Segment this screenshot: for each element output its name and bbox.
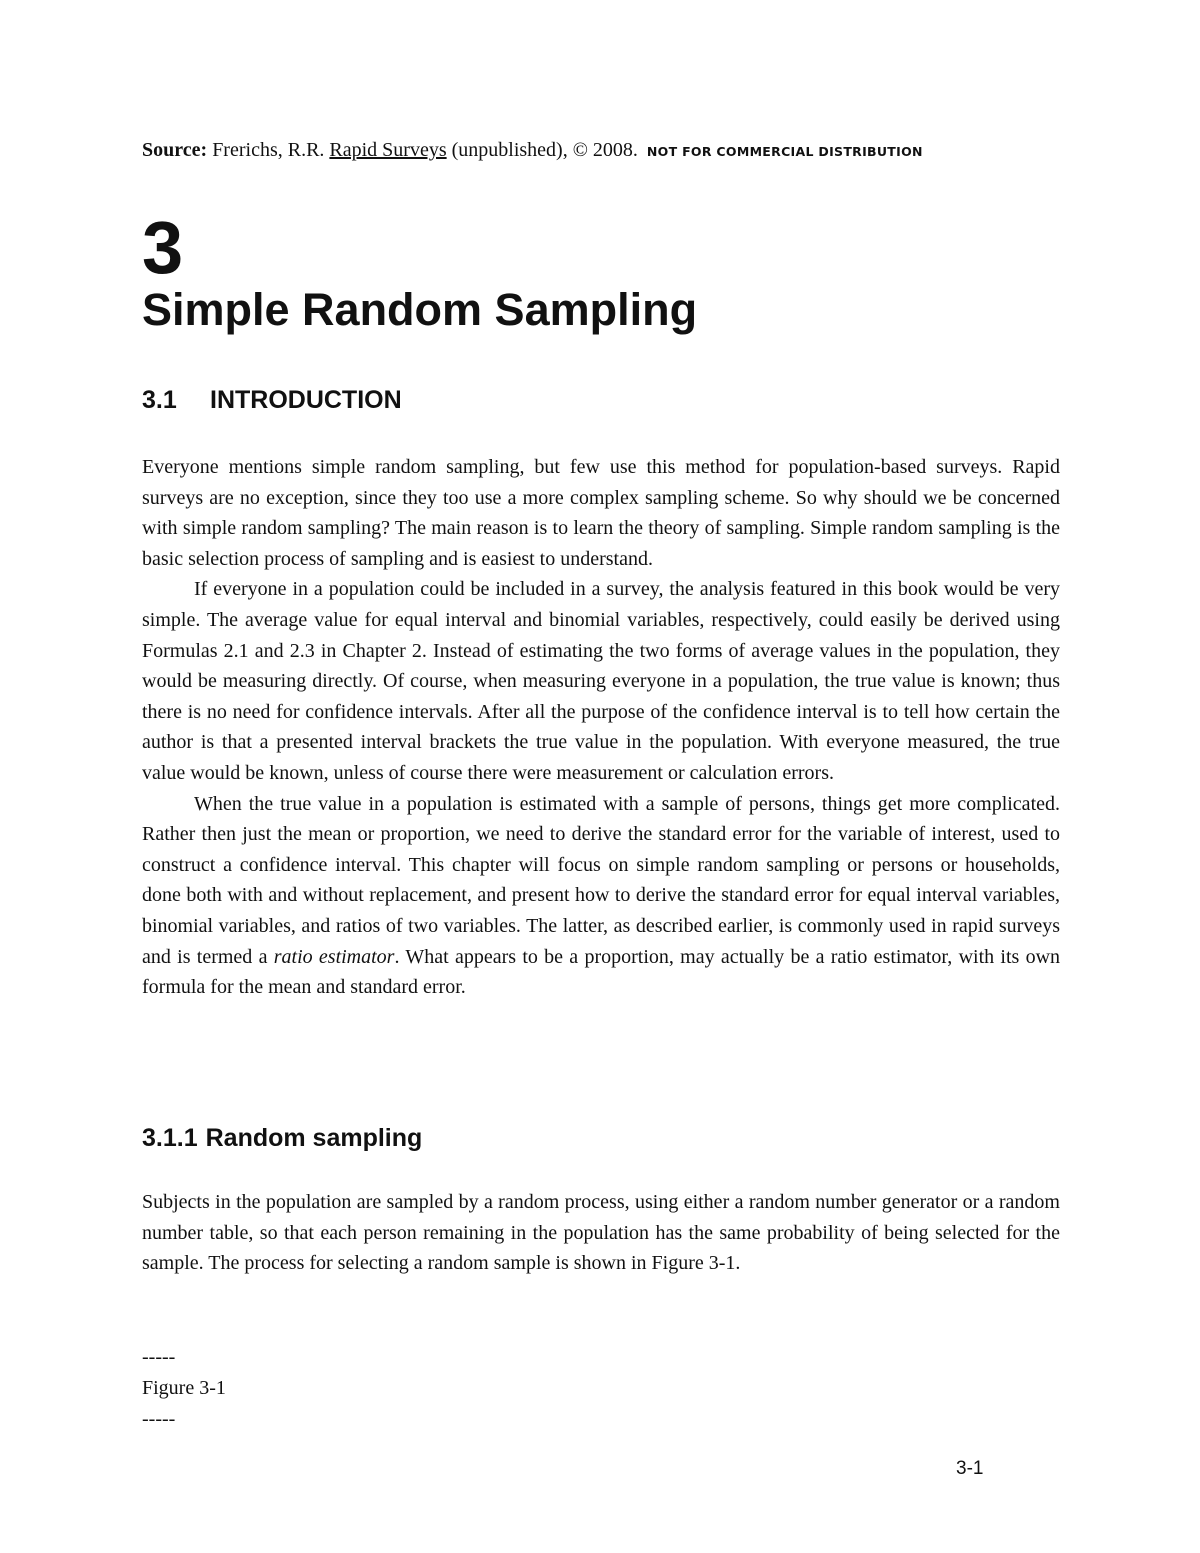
document-page <box>142 0 1060 1553</box>
distribution-notice: NOT FOR COMMERCIAL DISTRIBUTION <box>646 144 923 159</box>
chapter-number: 3 <box>142 206 184 289</box>
paragraph-1: Everyone mentions simple random sampling, but few use this method for population-based surveys. Rapid surveys are no exception, since they too use a more complex sampling scheme. So why should we be concerned with simple random sampling? The main reason is to learn the theory of sampling. Simple random sampling is the basic selection process of sampling and is easiest to understand. <box>142 456 1060 570</box>
chapter-title: Simple Random Sampling <box>142 284 698 335</box>
source-book-title: Rapid Surveys <box>329 139 447 161</box>
figure-rule-bottom: ----- <box>142 1408 176 1430</box>
random-sampling-body <box>142 1187 1060 1279</box>
source-author: Frerichs, R.R. <box>212 139 325 161</box>
source-line <box>142 139 1060 162</box>
paragraph-3-text: When the true value in a population is estimated with a sample of persons, things get more complicated. Rather then just the mean or proportion, we need to derive the standard error for the variable of interest, used to construct a confidence interval. This chapter will focus on simple random sampling or persons or households, done both with and without replacement, and present how to derive the standard error for equal interval variables, binomial variables, and ratios of two variables. The latter, as described earlier, is commonly used in rapid surveys and is termed a <box>142 792 1060 968</box>
figure-label: Figure 3-1 <box>142 1377 226 1399</box>
paragraph-4: Subjects in the population are sampled by a random process, using either a random number generator or a random number table, so that each person remaining in the population has the same probability of being selected for the sample. The process for selecting a random sample is shown in Figure 3-1. <box>142 1191 1060 1275</box>
figure-rule-top: ----- <box>142 1346 176 1368</box>
paragraph-3 <box>142 789 1060 1003</box>
subsection-title: Random sampling <box>205 1124 423 1152</box>
paragraph-2: If everyone in a population could be included in a survey, the analysis featured in this book would be very simple. The average value for equal interval and binomial variables, respectively, could easily be derived using Formulas 2.1 and 2.3 in Chapter 2. Instead of estimating the two forms of average values in the population, they would be measuring directly. Of course, when measuring everyone in a population, the true value is known; thus there is no need for confidence intervals. After all the purpose of the confidence interval is to tell how certain the author is that a presented interval brackets the true value in the population. With everyone measured, the true value would be known, unless of course there were measurement or calculation errors. <box>142 578 1060 784</box>
subsection-heading-random-sampling <box>142 1122 422 1154</box>
section-number: 3.1 <box>142 386 177 414</box>
figure-placeholder <box>142 1342 226 1435</box>
introduction-body <box>142 452 1060 1003</box>
section-heading-introduction <box>142 384 402 416</box>
source-publication-info: (unpublished), © 2008. <box>451 139 638 161</box>
section-title: INTRODUCTION <box>210 386 402 414</box>
paragraph-3-end: . What appears to be a proportion, may actually be a ratio estimator, with its own formula for the mean and standard error. <box>142 945 1061 999</box>
source-label: Source: <box>142 139 208 161</box>
page-number: 3-1 <box>956 1458 984 1479</box>
ratio-estimator-term: ratio estimator <box>273 945 395 968</box>
subsection-number: 3.1.1 <box>142 1124 198 1152</box>
